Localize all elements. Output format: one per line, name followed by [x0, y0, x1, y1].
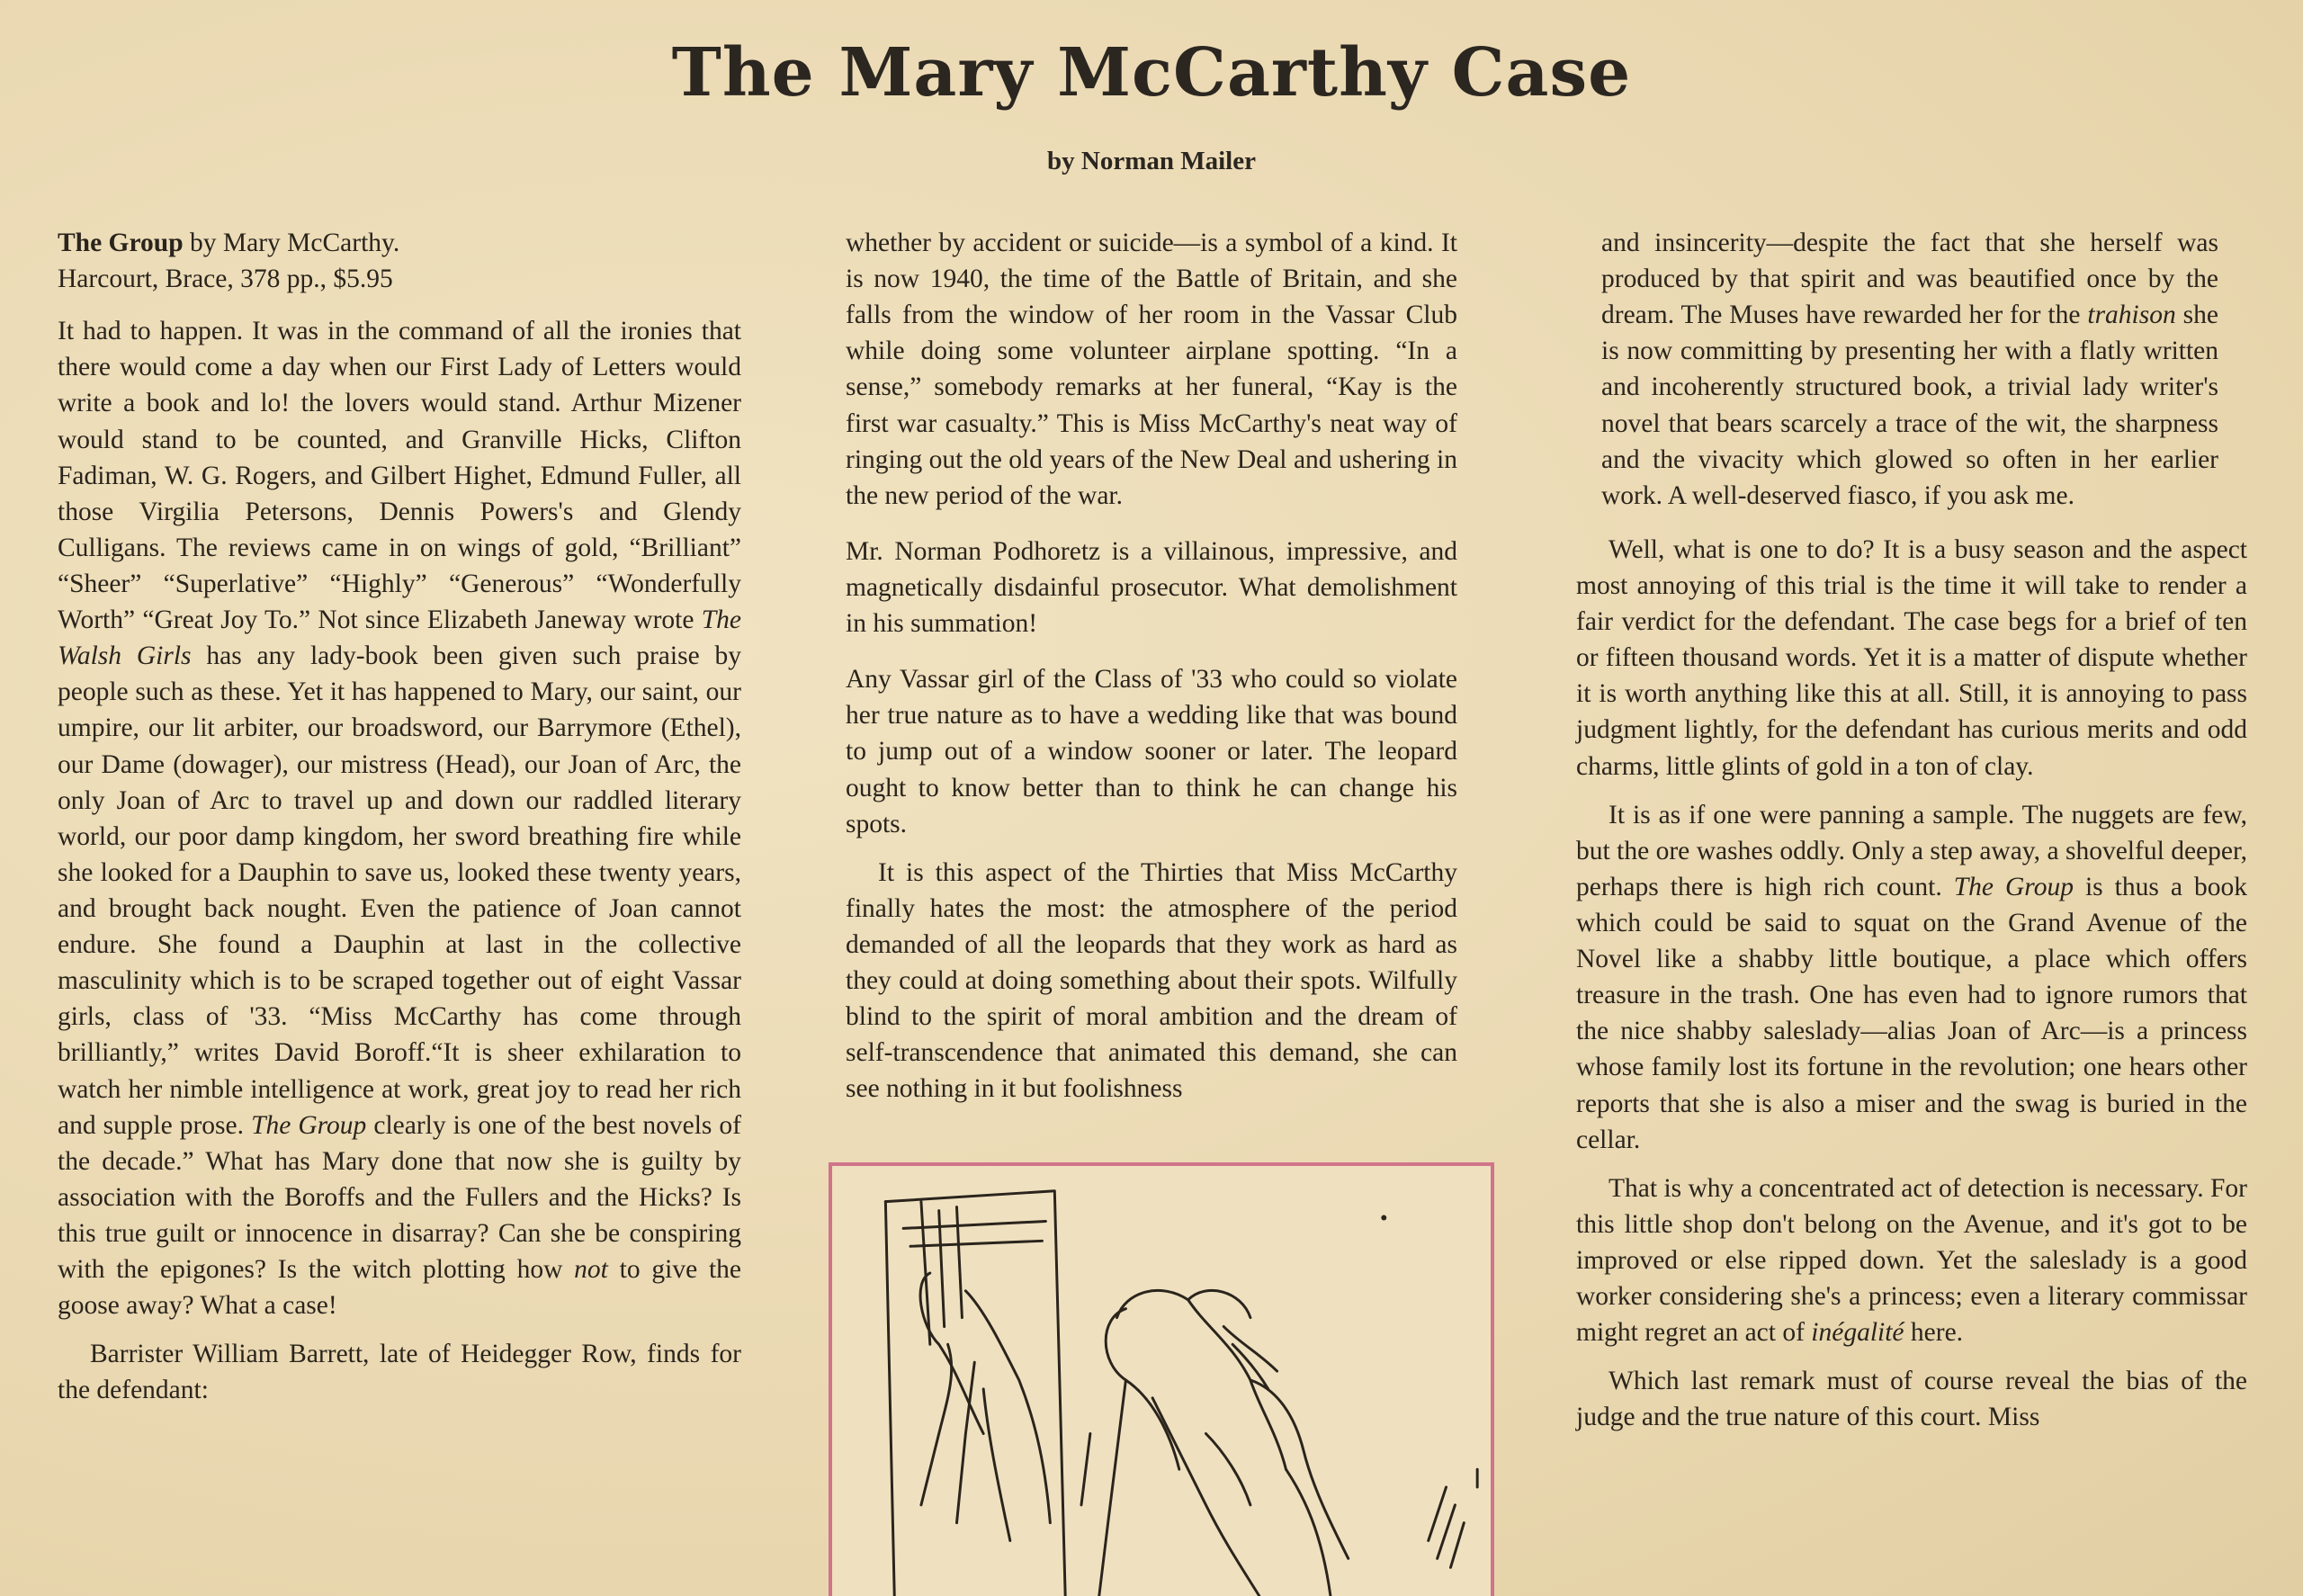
article-byline: by Norman Mailer: [1047, 147, 1256, 175]
article-title: The Mary McCarthy Case: [671, 34, 1632, 112]
text-column-2: [846, 225, 1457, 1120]
paragraph: That is why a concentrated act of detection is necessary. For this little shop don't belong on the Avenue, and it's got to be improved or else ripped down. Yet the saleslady is a good worker considering she's a princess; even a literary commissar might regret an act of inégalité here.: [1576, 1173, 2247, 1348]
book-info: [58, 225, 741, 297]
quote-paragraph: Any Vassar girl of the Class of '33 who could so violate her true nature as to have a wedding like that was bound to jump out of a window sooner or later. The leopard ought to know better than to think he can change his spots.: [846, 665, 1457, 838]
book-author: by Mary McCarthy.: [183, 229, 400, 257]
paragraph: Barrister William Barrett, late of Heidegger Row, finds for the defendant:: [58, 1340, 741, 1405]
illustration-drawing: [829, 1162, 1494, 1596]
paragraph: Which last remark must of course reveal the bias of the judge and the true nature of this court. Miss: [1576, 1367, 2247, 1432]
quote-paragraph: It is this aspect of the Thirties that Miss McCarthy finally hates the most: the atmosphere of the period demanded of all the leopards that they work as hard as they could at doing something about their spots. Wilfully blind to the spirit of moral ambition and the dream of self-transcendence that animated this demand, she can see nothing in it but foolishness: [846, 857, 1457, 1104]
paragraph: Well, what is one to do? It is a busy season and the aspect most annoying of this trial is the time it will take to render a fair verdict for the defendant. The case begs for a brief of ten or fifteen thousand words. Yet it is a matter of dispute whether it is worth anything like this at all. Still, it is annoying to pass judgment lightly, for the defendant has curious merits and odd charms, little glints of gold in a ton of clay.: [1576, 534, 2247, 781]
text-column-1: [58, 225, 741, 1421]
quote-paragraph: and insincerity—despite the fact that she herself was produced by that spirit and was beautified once by the dream. The Muses have rewarded her for the trahison she is now committing by presenting her with a flatly written and incoherently structured book, a trivial lady writer's novel that bears scarcely a trace of the wit, the sharpness and the vivacity which glowed so often in her earlier work. A well-deserved fiasco, if you ask me.: [1601, 229, 2218, 510]
book-publisher: Harcourt, Brace, 378 pp., $5.95: [58, 265, 393, 294]
paragraph: Mr. Norman Podhoretz is a villainous, impressive, and magnetically disdainful prosecutor. What demolishment in his summation!: [846, 536, 1457, 639]
paragraph: It had to happen. It was in the command of all the ironies that there would come a day when our First Lady of Letters would write a book and lo! the lovers would stand. Arthur Mizener would stand to be counted, and Granville Hicks, Clifton Fadiman, W. G. Rogers, and Gilbert Highet, Edmund Fuller, all those Virgilia Petersons, Dennis Powers's and Glendy Culligans. The reviews came in on wings of gold, “Brilliant” “Sheer” “Superlative” “Highly” “Generous” “Wonderfully Worth” “Great Joy To.” Not since Elizabeth Janeway wrote The Walsh Girls has any lady-book been given such praise by people such as these. Yet it has happened to Mary, our saint, our umpire, our lit arbiter, our broadsword, our Barrymore (Ethel), our Dame (dowager), our mistress (Head), our Joan of Arc, the only Joan of Arc to travel up and down our raddled literary world, our poor damp kingdom, her sword breathing fire while she looked for a Dauphin to save us, looked these twenty years, and brought back nought. Even the patience of Joan cannot endure. She found a Dauphin at last in the collective masculinity which is to be scraped together out of eight Vassar girls, class of '33. “Miss McCarthy has come through brilliantly,” writes David Boroff.“It is sheer exhilaration to watch her nimble intelligence at work, great joy to read her rich and supple prose. The Group clearly is one of the best novels of the decade.” What has Mary done that now she is guilty by association with the Boroffs and the Fullers and the Hicks? Is this true guilt or innocence in disarray? Can she be conspiring with the epigones? Is the witch plotting how not to give the goose away? What a case!: [58, 317, 741, 1321]
book-title: The Group: [58, 229, 184, 257]
sketch-icon: [832, 1166, 1491, 1596]
text-column-3: [1576, 225, 2247, 1448]
paragraph: whether by accident or suicide—is a symbol of a kind. It is now 1940, the time of the Battle of Britain, and she falls from the window of her room in the Vassar Club while doing some volunteer airplane spotting. “In a sense,” somebody remarks at her funeral, “Kay is the first war casualty.” This is Miss McCarthy's neat way of ringing out the old years of the New Deal and ushering in the new period of the war.: [846, 229, 1457, 510]
paragraph: It is as if one were panning a sample. The nuggets are few, but the ore washes oddly. Only a step away, a shovelful deeper, perhaps there is high rich count. The Group is thus a book which could be said to squat on the Grand Avenue of the Novel like a shabby little boutique, a place which offers treasure in the trash. One has even had to ignore rumors that the nice shabby saleslady—alias Joan of Arc—is a princess whose family lost its fortune in the revolution; one hears other reports that she is also a miser and the swag is buried in the cellar.: [1576, 800, 2247, 1154]
